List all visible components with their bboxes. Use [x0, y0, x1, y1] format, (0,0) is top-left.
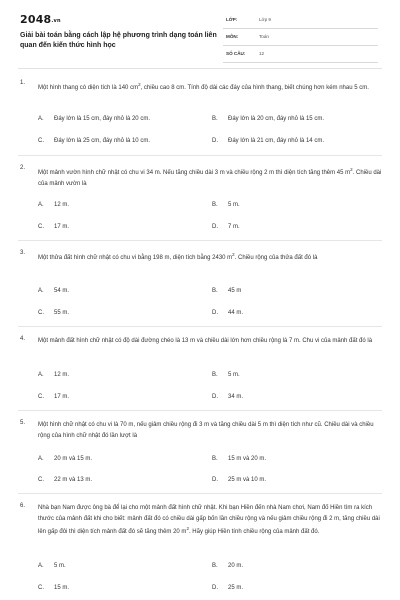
- option-letter: C.: [38, 477, 44, 483]
- meta-value: Toán: [259, 34, 269, 39]
- question-text-part: Nhà bạn Nam được ông bà để lại cho một mảnh đất hình chữ nhật. Khi bạn Hiền đến nhà Nam chơi, Nam đố Hiền tìm ra kích thước của mảnh đất khi cho biết: mảnh đất đó có chiều dài gấp bốn lần chiều rộng và nếu giảm chiều rộng đi 2 m, tăng chiều dài lên gấp đôi thì diện tích mảnh đất đó sẽ tăng thêm 20 m: [38, 505, 380, 535]
- logo-main: 2048: [20, 13, 52, 26]
- question-text: [38, 80, 382, 94]
- option-d[interactable]: [212, 224, 240, 230]
- option-text: Đáy lớn là 15 cm, đáy nhỏ là 20 cm.: [54, 116, 150, 122]
- option-b[interactable]: [212, 288, 241, 294]
- option-b[interactable]: [212, 116, 324, 122]
- question-text: [38, 420, 382, 441]
- question-text: [38, 250, 382, 264]
- worksheet-title: Giải bài toán bằng cách lập hệ phương trình dạng toán liên quan đến kiến thức hình học: [20, 32, 217, 49]
- option-text: 15 m và 20 m.: [228, 456, 267, 462]
- option-b[interactable]: [212, 372, 240, 378]
- option-letter: C.: [38, 310, 44, 316]
- option-text: 5 m.: [228, 372, 240, 378]
- question-divider: [18, 240, 382, 241]
- meta-row-question-count: [223, 48, 378, 63]
- question-text-part: . Hãy giúp Hiền tính chiều rộng của mảnh đất đó.: [188, 529, 320, 535]
- superscript: 2: [232, 252, 235, 257]
- option-c[interactable]: [38, 138, 150, 144]
- question-text: [38, 503, 382, 538]
- option-text: 55 m.: [54, 310, 70, 316]
- option-d[interactable]: [212, 138, 324, 144]
- option-letter: D.: [212, 224, 218, 230]
- meta-row-grade: [223, 14, 378, 29]
- meta-value: 12: [259, 51, 265, 56]
- option-c[interactable]: [38, 394, 69, 400]
- option-c[interactable]: [38, 477, 92, 483]
- question-number: 4.: [20, 336, 26, 342]
- option-a[interactable]: [38, 202, 69, 208]
- option-text: 25 m.: [228, 585, 244, 591]
- question-text-part: . Chiều rộng của thửa đất đó là: [234, 255, 318, 261]
- option-d[interactable]: [212, 394, 243, 400]
- option-b[interactable]: [212, 456, 266, 462]
- option-letter: C.: [38, 224, 44, 230]
- option-letter: A.: [38, 288, 44, 294]
- option-text: 34 m.: [228, 394, 244, 400]
- question-text: [38, 336, 382, 347]
- option-text: 7 m.: [228, 224, 240, 230]
- option-c[interactable]: [38, 585, 69, 591]
- option-a[interactable]: [38, 456, 92, 462]
- worksheet-meta: [223, 14, 378, 65]
- option-text: 20 m.: [228, 563, 244, 569]
- question-text-part: Một hình thang có diện tích là 140 cm: [38, 85, 139, 91]
- option-a[interactable]: [38, 116, 150, 122]
- superscript: 2: [138, 82, 141, 87]
- option-a[interactable]: [38, 288, 69, 294]
- question-text-part: Một mảnh đất hình chữ nhật có độ dài đường chéo là 13 m và chiều dài lớn hơn chiều rộng là 7 m. Chu vi của mảnh đất đó là: [38, 338, 373, 344]
- question-divider: [18, 155, 382, 156]
- meta-label: MÔN:: [226, 34, 239, 39]
- question-divider: [18, 410, 382, 411]
- option-a[interactable]: [38, 563, 66, 569]
- option-letter: A.: [38, 372, 44, 378]
- question-number: 6.: [20, 503, 26, 509]
- option-text: Đáy lớn là 20 cm, đáy nhỏ là 15 cm.: [228, 116, 324, 122]
- question-text-part: Một thửa đất hình chữ nhật có chu vi bằng 198 m, diện tích bằng 2430 m: [38, 255, 233, 261]
- question-number: 1.: [20, 80, 26, 86]
- question-divider: [18, 493, 382, 494]
- logo-suffix: .vn: [51, 18, 61, 24]
- option-b[interactable]: [212, 563, 243, 569]
- option-text: 20 m và 15 m.: [54, 456, 93, 462]
- question-text-part: . Chiều dài của mảnh vườn là: [38, 170, 382, 187]
- option-letter: B.: [212, 456, 218, 462]
- option-text: 25 m và 10 m.: [228, 477, 267, 483]
- question-text-part: Một hình chữ nhật có chu vi là 70 m, nếu giảm chiều rộng đi 3 m và tăng chiều dài 5 m thì diện tích như cũ. Chiều dài và chiều rộng của hình chữ nhật đó lần lượt là: [38, 422, 374, 439]
- option-d[interactable]: [212, 477, 266, 483]
- option-letter: A.: [38, 202, 44, 208]
- option-c[interactable]: [38, 310, 69, 316]
- option-letter: C.: [38, 394, 44, 400]
- option-letter: D.: [212, 138, 218, 144]
- option-text: 44 m.: [228, 310, 244, 316]
- option-d[interactable]: [212, 310, 243, 316]
- question-text-part: , chiều cao 8 cm. Tính độ dài các đáy của hình thang, biết chúng hơn kém nhau 5 cm.: [140, 85, 369, 91]
- meta-row-subject: [223, 31, 378, 46]
- option-letter: B.: [212, 563, 218, 569]
- option-text: 54 m.: [54, 288, 70, 294]
- option-letter: D.: [212, 394, 218, 400]
- superscript: 2: [350, 167, 353, 172]
- option-text: 5 m.: [54, 563, 66, 569]
- meta-label: SỐ CÂU:: [226, 51, 246, 56]
- option-letter: D.: [212, 477, 218, 483]
- option-letter: C.: [38, 585, 44, 591]
- option-text: 12 m.: [54, 372, 70, 378]
- question-divider: [18, 326, 382, 327]
- option-a[interactable]: [38, 372, 69, 378]
- superscript: 2: [186, 526, 189, 531]
- option-text: 5 m.: [228, 202, 240, 208]
- option-text: 17 m.: [54, 224, 70, 230]
- option-letter: B.: [212, 288, 218, 294]
- option-b[interactable]: [212, 202, 240, 208]
- option-letter: A.: [38, 456, 44, 462]
- option-letter: C.: [38, 138, 44, 144]
- option-letter: B.: [212, 202, 218, 208]
- option-c[interactable]: [38, 224, 69, 230]
- question-text: [38, 165, 382, 189]
- option-letter: B.: [212, 116, 218, 122]
- option-letter: D.: [212, 310, 218, 316]
- option-text: 12 m.: [54, 202, 70, 208]
- meta-value: Lớp 9: [259, 17, 271, 22]
- question-number: 2.: [20, 165, 26, 171]
- header-divider: [18, 68, 382, 69]
- site-logo[interactable]: [20, 13, 61, 26]
- question-number: 3.: [20, 250, 26, 256]
- option-letter: B.: [212, 372, 218, 378]
- option-text: 22 m và 13 m.: [54, 477, 93, 483]
- question-number: 5.: [20, 420, 26, 426]
- option-text: 45 m: [228, 288, 242, 294]
- option-text: 17 m.: [54, 394, 70, 400]
- option-text: Đáy lớn là 25 cm, đáy nhỏ là 10 cm.: [54, 138, 150, 144]
- option-d[interactable]: [212, 585, 243, 591]
- option-text: 15 m.: [54, 585, 70, 591]
- worksheet-header: [0, 0, 400, 66]
- option-letter: A.: [38, 116, 44, 122]
- option-text: Đáy lớn là 21 cm, đáy nhỏ là 14 cm.: [228, 138, 324, 144]
- option-letter: A.: [38, 563, 44, 569]
- question-text-part: Một mảnh vườn hình chữ nhật có chu vi 34 m. Nếu tăng chiều dài 3 m và chiều rộng 2 m thì diện tích tăng thêm 45 m: [38, 170, 351, 176]
- option-letter: D.: [212, 585, 218, 591]
- meta-label: LỚP:: [226, 17, 238, 22]
